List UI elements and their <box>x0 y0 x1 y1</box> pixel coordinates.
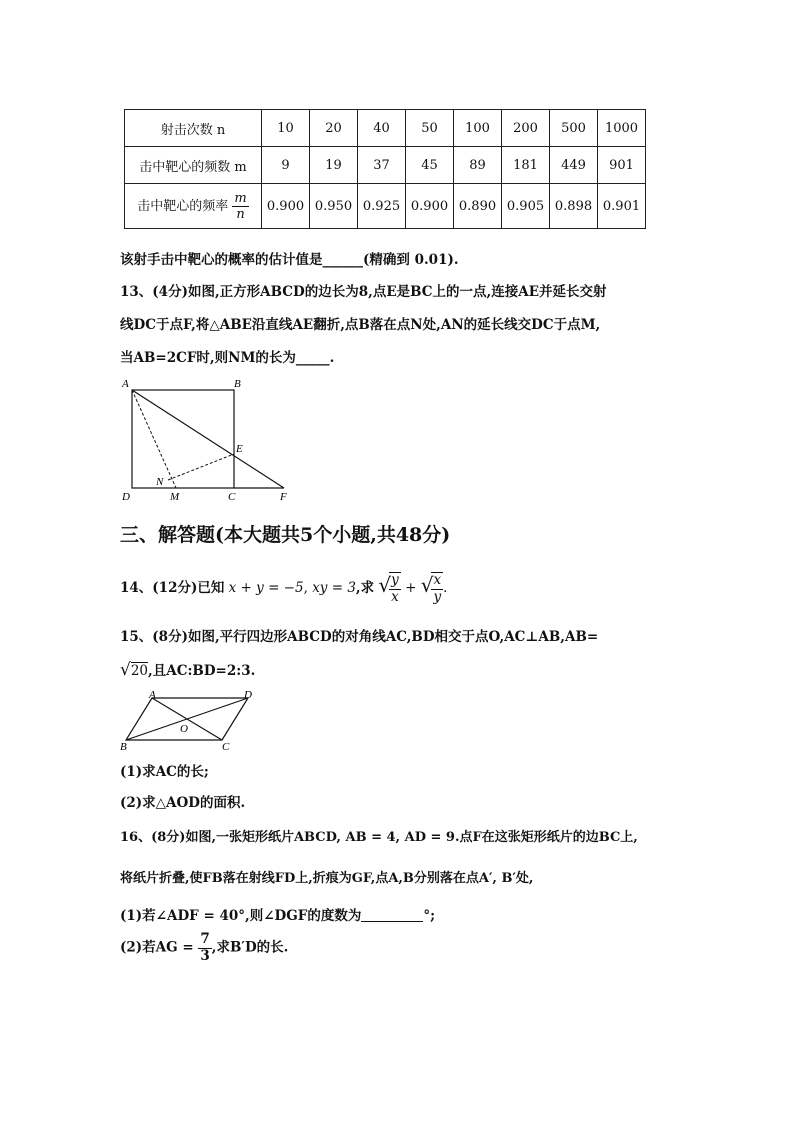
table-cell: 200 <box>502 110 550 147</box>
answer-blank <box>361 907 423 922</box>
q14-ask: ,求 <box>355 580 375 596</box>
row-label-text: 击中靶心的频率 <box>137 198 229 214</box>
table-cell: 901 <box>598 147 646 184</box>
table-cell: 9 <box>262 147 310 184</box>
table-cell: 0.900 <box>262 184 310 229</box>
label-a: A <box>122 378 129 390</box>
fraction-numerator: 7 <box>200 931 210 947</box>
frequency-fraction <box>232 191 248 222</box>
table-cell: 0.890 <box>454 184 502 229</box>
fraction-numerator: x <box>431 573 443 590</box>
q16-line-1: 16、(8分)如图,一张矩形纸片ABCD, AB = 4, AD = 9.点F在这张矩形纸片的边BC上, <box>120 830 638 845</box>
label-f: F <box>280 491 287 500</box>
q16-sub-2 <box>120 932 288 964</box>
table-cell: 0.905 <box>502 184 550 229</box>
table-cell: 500 <box>550 110 598 147</box>
table-cell: 45 <box>406 147 454 184</box>
label-n: N <box>156 476 164 488</box>
table-cell: 20 <box>310 110 358 147</box>
q13-square-figure <box>118 376 298 500</box>
q15-line-2 <box>120 659 255 680</box>
table-row <box>125 184 646 229</box>
q15-sub-1: (1)求AC的长; <box>120 764 209 780</box>
line-aef <box>132 390 284 488</box>
label-o: O <box>180 723 188 735</box>
square-abcd <box>132 390 234 488</box>
table-row-label: 击中靶心的频数 m <box>125 147 262 184</box>
q16-sub-2-text: (2)若AG = <box>120 939 194 956</box>
label-e: E <box>236 443 243 455</box>
q16-fraction <box>198 932 211 964</box>
table-cell: 89 <box>454 147 502 184</box>
q14-fraction-2 <box>431 572 443 605</box>
q14-plus: + <box>405 580 417 596</box>
fraction-denominator: 3 <box>200 947 210 964</box>
sqrt-icon: √ <box>120 660 131 680</box>
table-cell: 0.925 <box>358 184 406 229</box>
q14-prefix: 14、(12分)已知 <box>120 580 225 596</box>
table-cell: 40 <box>358 110 406 147</box>
q15-parallelogram-figure <box>118 688 268 754</box>
fraction-denominator: x <box>391 588 399 605</box>
table-cell: 50 <box>406 110 454 147</box>
table-cell: 0.901 <box>598 184 646 229</box>
q14-end: . <box>443 580 448 596</box>
q15-sub-2: (2)求△AOD的面积. <box>120 795 246 811</box>
q14-line <box>120 572 447 605</box>
q13-line-1: 13、(4分)如图,正方形ABCD的边长为8,点E是BC上的一点,连接AE并延长交射 <box>120 284 607 300</box>
table-cell: 0.950 <box>310 184 358 229</box>
q14-condition-sum: x + y = −5 <box>228 580 304 596</box>
q16-sub-2-end: ,求B′D的长. <box>211 939 289 956</box>
table-cell: 0.900 <box>406 184 454 229</box>
q15-line-1: 15、(8分)如图,平行四边形ABCD的对角线AC,BD相交于点O,AC⊥AB,AB= <box>120 629 599 645</box>
fraction-denominator: y <box>433 588 442 605</box>
fraction-numerator: y <box>391 572 399 588</box>
q15-line-2-rest: ,且AC:BD=2:3. <box>148 663 256 679</box>
q12-tail-text: 该射手击中靶心的概率的估计值是______(精确到 0.01). <box>120 252 459 268</box>
fraction-numerator: m <box>234 190 247 206</box>
label-b: B <box>120 741 127 753</box>
label-a: A <box>149 689 156 701</box>
label-d: D <box>244 689 252 701</box>
label-b: B <box>234 378 241 390</box>
label-c: C <box>222 741 230 753</box>
line-ne-dashed <box>168 454 234 480</box>
label-d: D <box>122 491 130 500</box>
q14-fraction-1 <box>389 572 401 605</box>
q13-line-2: 线DC于点F,将△ABE沿直线AE翻折,点B落在点N处,AN的延长线交DC于点M, <box>120 317 601 333</box>
q16-sub-1-text: (1)若∠ADF = 40°,则∠DGF的度数为 <box>120 908 362 924</box>
table-cell: 449 <box>550 147 598 184</box>
q15-sqrt-value: 20 <box>130 663 149 679</box>
table-cell: 181 <box>502 147 550 184</box>
table-cell: 0.898 <box>550 184 598 229</box>
table-cell: 1000 <box>598 110 646 147</box>
q16-sub-1-end: °; <box>423 908 436 924</box>
q14-separator: , <box>303 580 308 596</box>
label-m: M <box>170 491 180 500</box>
frequency-table <box>124 109 646 229</box>
q16-sub-1 <box>120 904 435 924</box>
table-cell: 19 <box>310 147 358 184</box>
sqrt-icon: √ <box>378 573 392 597</box>
table-row <box>125 110 646 147</box>
table-row-label: 射击次数 n <box>125 110 262 147</box>
q14-condition-product: xy = 3 <box>312 580 356 596</box>
sqrt-icon: √ <box>420 573 434 597</box>
q13-line-3: 当AB=2CF时,则NM的长为_____. <box>120 350 335 366</box>
fraction-denominator: n <box>236 206 245 222</box>
table-row-label <box>125 184 262 229</box>
section-title: 三、解答题(本大题共5个小题,共48分) <box>120 524 451 546</box>
table-cell: 10 <box>262 110 310 147</box>
table-cell: 37 <box>358 147 406 184</box>
table-cell: 100 <box>454 110 502 147</box>
label-c: C <box>228 491 236 500</box>
q16-line-2: 将纸片折叠,使FB落在射线FD上,折痕为GF,点A,B分别落在点A′, B′处, <box>120 871 534 886</box>
table-row <box>125 147 646 184</box>
